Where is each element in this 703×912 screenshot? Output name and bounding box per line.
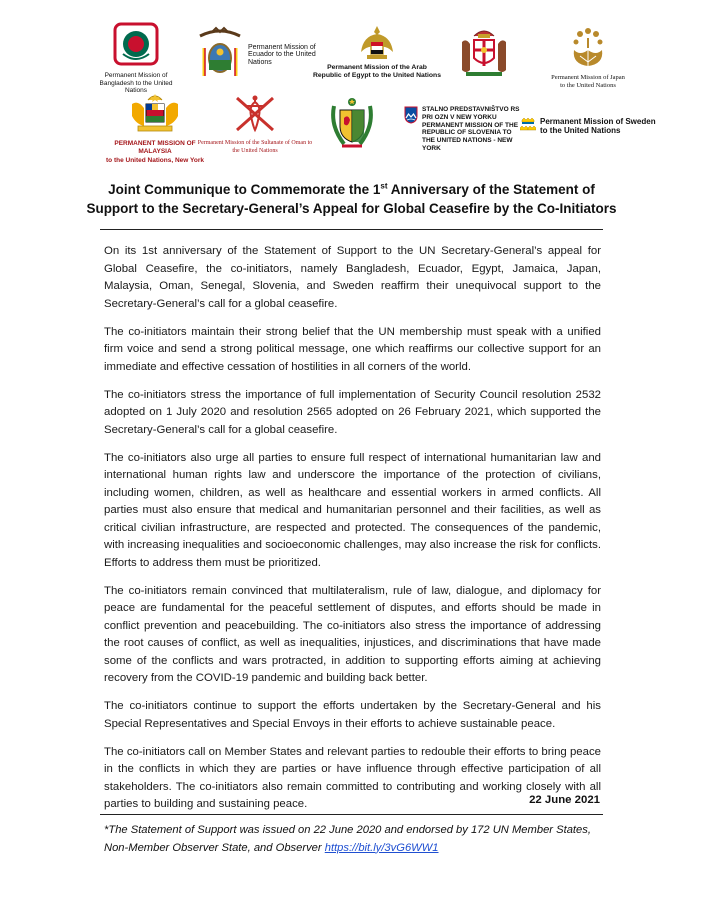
egypt-logo [312, 22, 442, 79]
footnote-text: *The Statement of Support was issued on 22 June 2020 and endorsed by 172 UN Member States, Non-Member Observer State, and Observer [104, 824, 591, 854]
oman-khanjar-icon [229, 92, 281, 136]
footnote-divider [100, 814, 603, 815]
title-part1: Joint Communique to Commemorate the 1 [108, 182, 381, 197]
slovenia-caption: STALNO PREDSTAVNIŠTVO RS PRI OZN V NEW YORKU PERMANENT MISSION OF THE REPUBLIC OF SLOVENIA TO THE UNITED NATIONS - NEW YORK [422, 106, 520, 152]
bangladesh-emblem-icon [111, 20, 161, 68]
jamaica-coat-of-arms-icon [458, 24, 510, 82]
malaysia-logo [100, 92, 210, 165]
paragraph: The co-initiators remain convinced that multilateralism, rule of law, dialogue, and diplomacy for peace are fundamental for the peaceful settlement of disputes, and efforts should be made in conflict prevention and peacebuilding. The co-initiators also stress the importance of addressing the root causes of conflict, as well as inequalities, injustices, and discriminations that have made some of the conflicts and wars protracted, in addition to supporting efforts aiming at achieving recovery from the COVID-19 pandemic and building back better. [104, 584, 601, 684]
title-part2: Anniversary of the Statement of [387, 182, 595, 197]
ecuador-coat-of-arms-icon [196, 26, 244, 84]
paragraph: The co-initiators stress the importance of full implementation of Security Council resolution 2532 adopted on 1 July 2020 and resolution 2565 adopted on 26 February 2021, which supported the Secretary-General’s call for a global ceasefire. [104, 388, 601, 436]
senegal-coat-of-arms-icon [328, 96, 376, 152]
sweden-logo [520, 116, 660, 136]
communique-body [104, 243, 601, 824]
title-superscript: st [380, 181, 388, 191]
jamaica-logo [458, 24, 510, 82]
paragraph: The co-initiators call on Member States and relevant parties to redouble their efforts to bring peace in the conflicts in which they are parties or have influence through effective participation of all stakeholders. The co-initiators also remain committed to contributing and working closely with all parties to building and sustaining peace. [104, 745, 601, 810]
sweden-crowns-icon [520, 116, 536, 136]
title-divider [100, 229, 603, 230]
bangladesh-caption: Permanent Mission of Bangladesh to the United Nations [99, 72, 173, 94]
japan-caption: Permanent Mission of Japan to the United Nations [551, 74, 625, 89]
ecuador-caption: Permanent Mission of Ecuador to the United Nations [248, 43, 316, 66]
title-line2: Support to the Secretary-General’s Appeal for Global Ceasefire by the Co-Initiators [86, 201, 617, 216]
egypt-eagle-icon [359, 22, 395, 62]
malaysia-caption-line2: to the United Nations, New York [106, 157, 204, 164]
sweden-caption: Permanent Mission of Sweden to the United Nations [540, 116, 656, 135]
egypt-caption: Permanent Mission of the Arab Republic of Egypt to the United Nations [312, 64, 441, 79]
oman-caption: Permanent Mission of the Sultanate of Oman to the United Nations [197, 140, 313, 154]
japan-paulownia-icon [568, 26, 608, 72]
paragraph: On its 1st anniversary of the Statement of Support to the UN Secretary-General’s appeal for Global Ceasefire, the co-initiators, namely Bangladesh, Ecuador, Egypt, Jamaica, Japan, Malaysia, Oman, Senegal, Slovenia, and Sweden reaffirm their unequivocal support to the Secretary-General’s call for a global ceasefire. [104, 245, 601, 310]
document-title [40, 180, 663, 218]
bangladesh-logo [96, 20, 176, 95]
senegal-logo [328, 96, 376, 152]
paragraph: The co-initiators also urge all parties to ensure full respect of international humanitarian law and international human rights law and underscore the importance of the protection of civilians, including women, children, as well as healthcare and essential workers in armed conflicts. All parties must also ensure that medical and humanitarian personnel and their facilities, as well as critical civilian infrastructure, are respected and protected. The consequences of the pandemic, with increasing inequalities and socioeconomic challenges, may also increase the risk for conflicts. Efforts to address them must be prioritized. [104, 451, 601, 569]
paragraph: The co-initiators continue to support the efforts undertaken by the Secretary-General and his Special Representatives and Special Envoys in their efforts to achieve sustainable peace. [104, 700, 601, 730]
footnote-link[interactable]: https://bit.ly/3vG6WW1 [324, 841, 439, 854]
japan-logo [548, 26, 628, 89]
malaysia-coat-of-arms-icon [128, 92, 182, 134]
paragraph: The co-initiators maintain their strong belief that the UN membership must speak with a unified firm voice and send a strong political message, one which reaffirms our collective support for an immediate and effective cessation of hostilities in all corners of the world. [104, 325, 601, 373]
oman-logo [196, 92, 314, 155]
slovenia-logo [404, 106, 522, 153]
slovenia-shield-icon [404, 106, 418, 124]
footnote [104, 822, 604, 857]
ecuador-logo [196, 26, 318, 84]
document-date: 22 June 2021 [529, 794, 600, 806]
malaysia-caption-line1: PERMANENT MISSION OF MALAYSIA [114, 140, 196, 155]
mission-logos-header [0, 0, 703, 164]
